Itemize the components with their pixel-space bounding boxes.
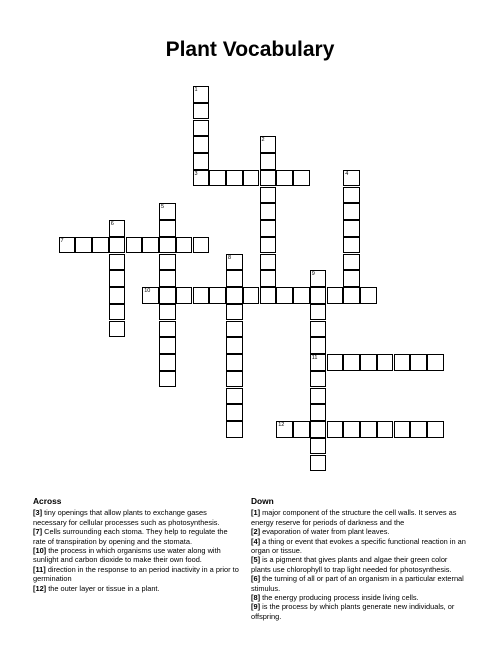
grid-cell[interactable]: [310, 321, 327, 338]
grid-cell[interactable]: [109, 270, 126, 287]
clue-across-11: [11] direction in the response to an period inactivity in a prior to germination: [33, 564, 239, 584]
clue-number: 3: [194, 170, 198, 177]
grid-cell[interactable]: [226, 270, 243, 287]
down-clues: [251, 497, 469, 621]
grid-cell[interactable]: [343, 237, 360, 254]
grid-cell[interactable]: [142, 237, 159, 254]
grid-cell[interactable]: [260, 270, 277, 287]
grid-cell[interactable]: [310, 388, 327, 405]
across-clues: [33, 497, 241, 593]
grid-cell[interactable]: [226, 254, 243, 271]
clue-across-10: [10] the process in which organisms use water along with sunlight and carbon dioxide to make their own food.: [33, 546, 221, 565]
grid-cell[interactable]: [159, 321, 176, 338]
grid-cell[interactable]: [193, 120, 210, 137]
grid-cell[interactable]: [310, 287, 327, 304]
grid-cell[interactable]: [109, 254, 126, 271]
grid-cell[interactable]: [276, 170, 293, 187]
grid-cell[interactable]: [427, 354, 444, 371]
grid-cell[interactable]: [310, 371, 327, 388]
grid-cell[interactable]: [310, 354, 327, 371]
grid-cell[interactable]: [193, 86, 210, 103]
clue-number: 11: [311, 355, 318, 361]
grid-cell[interactable]: [209, 170, 226, 187]
grid-cell[interactable]: [360, 421, 377, 438]
clue-number: 9: [311, 271, 315, 278]
grid-cell[interactable]: [126, 237, 143, 254]
clue-number: 8: [228, 254, 232, 261]
clue-number: 10: [144, 288, 151, 294]
grid-cell[interactable]: [343, 203, 360, 220]
clue-down-5: [5] is a pigment that gives plants and algae their green color plants use chlorophyll to trap light needed for photosynthesis.: [251, 555, 452, 574]
grid-cell[interactable]: [343, 421, 360, 438]
grid-cell[interactable]: [343, 170, 360, 187]
grid-cell[interactable]: [159, 270, 176, 287]
grid-cell[interactable]: [293, 170, 310, 187]
clue-number: 6: [110, 221, 114, 227]
grid-cell[interactable]: [360, 354, 377, 371]
grid-cell[interactable]: [159, 203, 176, 220]
grid-cell[interactable]: [159, 254, 176, 271]
grid-cell[interactable]: [226, 304, 243, 321]
clue-across-7: [7] Cells surrounding each stoma. They help to regulate the rate of transpiration by opening and the stomata.: [33, 527, 228, 546]
grid-cell[interactable]: [310, 270, 327, 287]
grid-cell[interactable]: [226, 337, 243, 354]
grid-cell[interactable]: [109, 237, 126, 254]
grid-cell[interactable]: [360, 287, 377, 304]
clue-across-3: [3] tiny openings that allow plants to exchange gases necessary for cellular processes such as photosynthesis.: [33, 508, 220, 527]
grid-cell[interactable]: [260, 187, 277, 204]
grid-cell[interactable]: [377, 421, 394, 438]
grid-cell[interactable]: [343, 354, 360, 371]
grid-cell[interactable]: [209, 287, 226, 304]
clue-number: 12: [278, 422, 285, 428]
grid-cell[interactable]: [226, 170, 243, 187]
grid-cell[interactable]: [226, 421, 243, 438]
clue-number: 1: [194, 87, 198, 93]
clue-number: 5: [161, 204, 165, 211]
grid-cell[interactable]: [343, 287, 360, 304]
grid-cell[interactable]: [159, 237, 176, 254]
grid-cell[interactable]: [159, 371, 176, 388]
grid-cell[interactable]: [310, 421, 327, 438]
grid-cell[interactable]: [159, 304, 176, 321]
grid-cell[interactable]: [109, 220, 126, 237]
clue-down-1: [1] major component of the structure the cell walls. It serves as energy reserve for periods of darkness and the: [251, 508, 457, 527]
grid-cell[interactable]: [193, 287, 210, 304]
grid-cell[interactable]: [327, 287, 344, 304]
grid-cell[interactable]: [243, 287, 260, 304]
grid-cell[interactable]: [394, 354, 411, 371]
grid-cell[interactable]: [176, 287, 193, 304]
grid-cell[interactable]: [193, 237, 210, 254]
clue-number: 2: [261, 137, 265, 144]
grid-cell[interactable]: [410, 421, 427, 438]
clue-down-9: [9] is the process by which plants generate new individuals, or offspring.: [251, 602, 455, 621]
grid-cell[interactable]: [193, 136, 210, 153]
grid-cell[interactable]: [377, 354, 394, 371]
grid-cell[interactable]: [226, 371, 243, 388]
clue-across-12: [12] the outer layer or tissue in a plant.: [33, 583, 160, 593]
clue-number: 7: [60, 237, 64, 244]
grid-cell[interactable]: [159, 337, 176, 354]
grid-cell[interactable]: [310, 438, 327, 455]
clue-down-8: [8] the energy producing process inside living cells.: [251, 593, 419, 603]
grid-cell[interactable]: [92, 237, 109, 254]
grid-cell[interactable]: [293, 421, 310, 438]
grid-cell[interactable]: [260, 254, 277, 271]
grid-cell[interactable]: [293, 287, 310, 304]
grid-cell[interactable]: [226, 388, 243, 405]
grid-cell[interactable]: [310, 404, 327, 421]
across-heading: Across: [33, 496, 62, 506]
clue-down-4: [4] a thing or event that evokes a specific functional reaction in an organ or tissue.: [251, 536, 466, 556]
grid-cell[interactable]: [343, 254, 360, 271]
grid-cell[interactable]: [260, 203, 277, 220]
grid-cell[interactable]: [109, 321, 126, 338]
grid-cell[interactable]: [394, 421, 411, 438]
grid-cell[interactable]: [193, 153, 210, 170]
grid-cell[interactable]: [310, 304, 327, 321]
grid-cell[interactable]: [260, 153, 277, 170]
grid-cell[interactable]: [243, 170, 260, 187]
grid-cell[interactable]: [310, 455, 327, 472]
grid-cell[interactable]: [327, 354, 344, 371]
grid-cell[interactable]: [260, 237, 277, 254]
clue-number: 4: [345, 170, 349, 177]
puzzle-title: Plant Vocabulary: [165, 38, 335, 61]
grid-cell[interactable]: [260, 170, 277, 187]
clue-down-6: [6] the turning of all or part of an organism in a particular external stimulus.: [251, 574, 464, 593]
grid-cell[interactable]: [343, 220, 360, 237]
grid-cell[interactable]: [276, 287, 293, 304]
grid-cell[interactable]: [343, 187, 360, 204]
grid-cell[interactable]: [226, 354, 243, 371]
grid-cell[interactable]: [75, 237, 92, 254]
grid-cell[interactable]: [159, 220, 176, 237]
grid-cell[interactable]: [260, 136, 277, 153]
grid-cell[interactable]: [176, 237, 193, 254]
grid-cell[interactable]: [260, 287, 277, 304]
grid-cell[interactable]: [159, 354, 176, 371]
grid-cell[interactable]: [327, 421, 344, 438]
grid-cell[interactable]: [226, 287, 243, 304]
clue-down-2: [2] evaporation of water from plant leaves.: [251, 527, 390, 537]
grid-cell[interactable]: [59, 237, 76, 254]
grid-cell[interactable]: [427, 421, 444, 438]
grid-cell[interactable]: [193, 170, 210, 187]
grid-cell[interactable]: [226, 321, 243, 338]
grid-cell[interactable]: [310, 337, 327, 354]
grid-cell[interactable]: [109, 304, 126, 321]
grid-cell[interactable]: [142, 287, 159, 304]
grid-cell[interactable]: [343, 270, 360, 287]
grid-cell[interactable]: [109, 287, 126, 304]
grid-cell[interactable]: [159, 287, 176, 304]
grid-cell[interactable]: [193, 103, 210, 120]
grid-cell[interactable]: [260, 220, 277, 237]
grid-cell[interactable]: [226, 404, 243, 421]
grid-cell[interactable]: [410, 354, 427, 371]
down-heading: Down: [251, 496, 274, 506]
grid-cell[interactable]: [276, 421, 293, 438]
